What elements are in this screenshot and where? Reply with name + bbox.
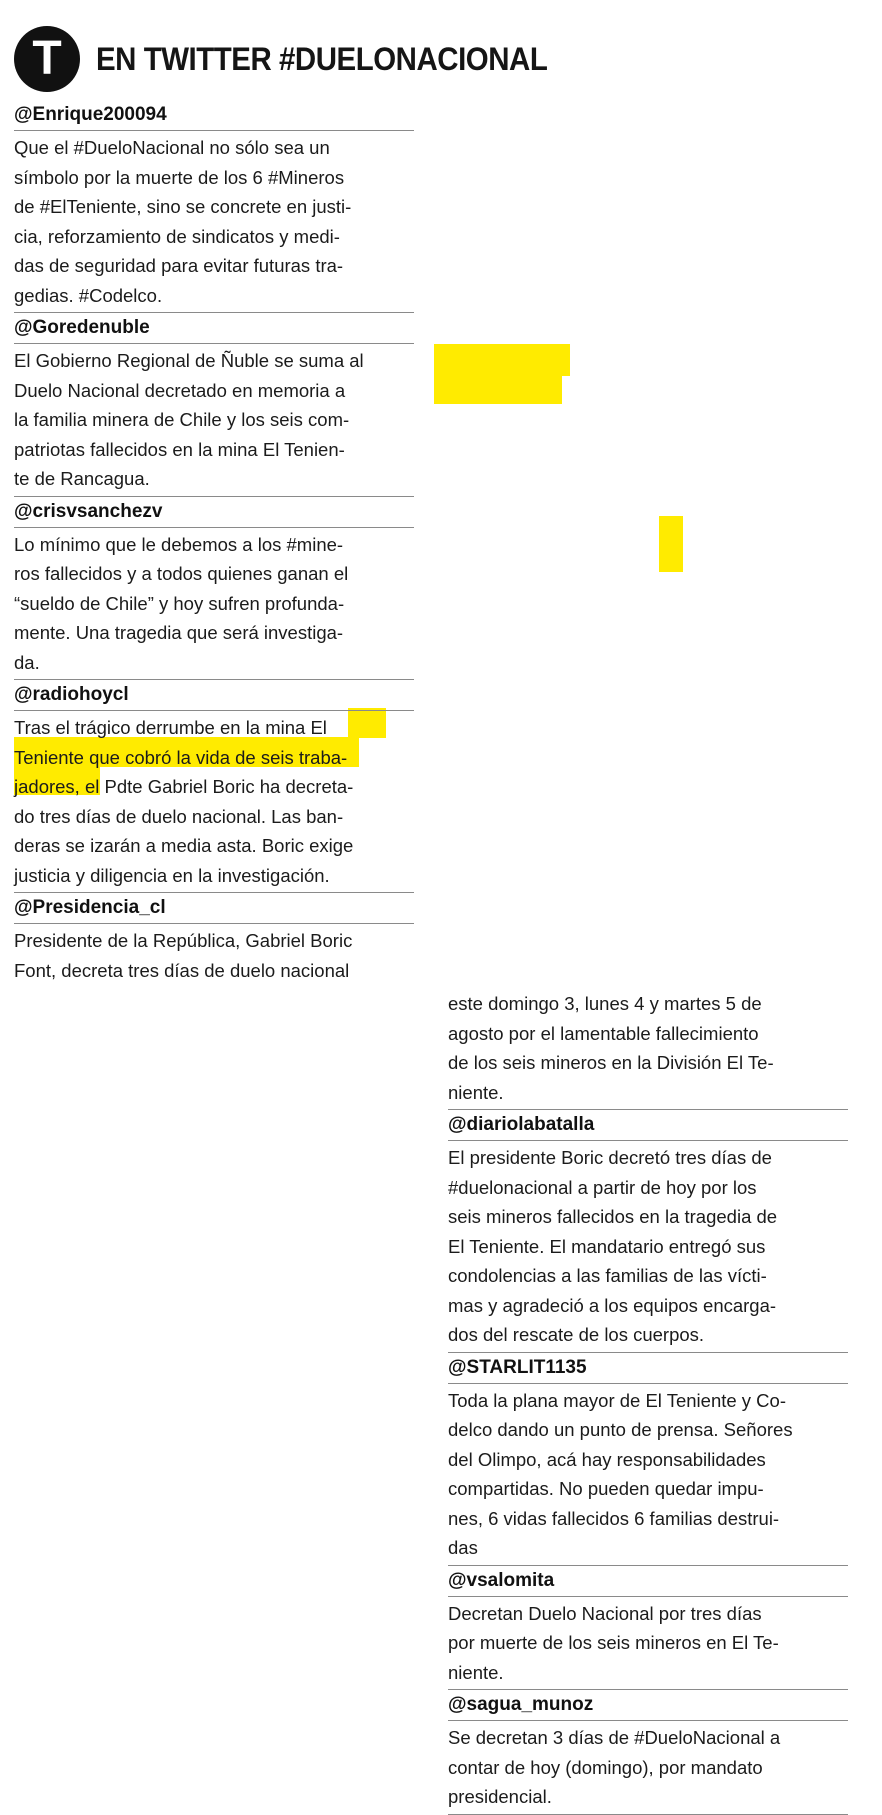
tweet-handle: @STARLIT1135 [448,1353,848,1384]
tweet-handle: @crisvsanchezv [14,497,414,528]
tweet-handle: @diariolabatalla [448,1110,848,1141]
tweet-text [448,1721,848,1814]
text-line: das [448,1537,478,1558]
text-line: cia, reforzamiento de sindicatos y medi- [14,225,340,247]
tweet-handle: @vsalomita [448,1566,848,1597]
text-line: Decretan Duelo Nacional por tres días [448,1602,762,1624]
text-line: das de seguridad para evitar futuras tra- [14,255,344,276]
text-line: seis mineros fallecidos en la tragedia de [448,1206,778,1227]
text-line: de los seis mineros en la División El Te- [448,1052,774,1073]
text-line: mente. Una tragedia que será investiga- [14,622,344,643]
text-line: símbolo por la muerte de los 6 #Mineros [14,166,345,188]
tweet-text [448,1597,848,1690]
text-line: te de Rancagua. [14,468,150,489]
text-line: justicia y diligencia en la investigación. [14,864,330,886]
text-line: da. [14,651,40,673]
tweet-text [448,1141,848,1352]
text-line: deras se izarán a media asta. Boric exige [14,835,354,856]
text-line: gedias. #Codelco. [14,284,163,306]
tweet-text [448,1384,848,1565]
text-line: El presidente Boric decretó tres días de [448,1147,772,1168]
tweet [14,497,414,681]
tweet-text [14,131,414,312]
highlight-mark [659,516,683,572]
tweet [448,1690,848,1815]
text-line: niente. [448,1081,504,1103]
section-title: EN TWITTER #DUELONACIONAL [96,40,548,77]
section-header [14,24,587,94]
tweet [14,893,414,987]
text-line: compartidas. No pueden quedar impu- [448,1478,764,1499]
text-line: Tras el trágico derrumbe en la mina El [14,717,327,738]
tweet-continuation [448,987,848,1110]
text-line: dos del rescate de los cuerpos. [448,1324,705,1345]
highlight-mark [434,344,570,376]
text-line: niente. [448,1661,504,1683]
text-line: ros fallecidos y a todos quienes ganan el [14,563,349,584]
text-line: condolencias a las familias de las vícti- [448,1265,767,1286]
text-line: agosto por el lamentable fallecimiento [448,1022,759,1044]
tweet [448,1566,848,1691]
text-line: #duelonacional a partir de hoy por los [448,1176,757,1198]
text-line: nes, 6 vidas fallecidos 6 familias destrui- [448,1507,780,1529]
text-line: delco dando un punto de prensa. Señores [448,1419,793,1440]
text-line: Se decretan 3 días de #DueloNacional a [448,1727,781,1748]
text-line: del Olimpo, acá hay responsabilidades [448,1448,766,1470]
tweet-handle: @Enrique200094 [14,100,414,131]
text-line: Lo mínimo que le debemos a los #mine- [14,533,344,555]
tweet-text [448,987,848,1109]
tweet [448,1353,848,1566]
tweet-text [14,924,414,987]
text-line: Toda la plana mayor de El Teniente y Co- [448,1389,786,1411]
text-line: El Gobierno Regional de Ñuble se suma al [14,350,364,371]
highlight-mark [434,374,562,404]
tweet-handle: @radiohoycl [14,680,414,711]
tweet [448,1110,848,1353]
text-line: este domingo 3, lunes 4 y martes 5 de [448,993,762,1014]
text-line: patriotas fallecidos en la mina El Tenien- [14,438,345,460]
tweet [14,313,414,497]
text-line: Presidente de la República, Gabriel Boric [14,930,353,951]
text-line: Font, decreta tres días de duelo nacional [14,959,350,981]
text-line: Que el #DueloNacional no sólo sea un [14,137,330,158]
tweet-handle: @Presidencia_cl [14,893,414,924]
text-line: Duelo Nacional decretado en memoria a [14,379,346,401]
text-line: por muerte de los seis mineros en El Te- [448,1632,779,1653]
twitter-t-logo-icon: T [14,26,80,92]
text-line: la familia minera de Chile y los seis com- [14,409,350,430]
tweet-text [14,344,414,496]
text-line: do tres días de duelo nacional. Las ban- [14,805,344,827]
tweet-text [14,711,414,892]
text-line: presidencial. [448,1786,552,1807]
text-line: mas y agradeció a los equipos encarga- [448,1294,777,1316]
text-line: contar de hoy (domingo), por mandato [448,1756,763,1778]
text-line: de #ElTeniente, sino se concrete en justi- [14,196,352,217]
tweet-text [14,528,414,680]
text-line: Teniente que cobró la vida de seis traba- [14,746,348,768]
left-column [14,100,414,987]
tweet-handle: @sagua_munoz [448,1690,848,1721]
tweet [14,680,414,893]
text-line: “sueldo de Chile” y hoy sufren profunda- [14,592,345,614]
text-line: El Teniente. El mandatario entregó sus [448,1235,766,1257]
text-line: jadores, el Pdte Gabriel Boric ha decreta- [14,776,354,797]
tweet [14,100,414,313]
tweet-handle: @Goredenuble [14,313,414,344]
right-column [448,987,848,1815]
